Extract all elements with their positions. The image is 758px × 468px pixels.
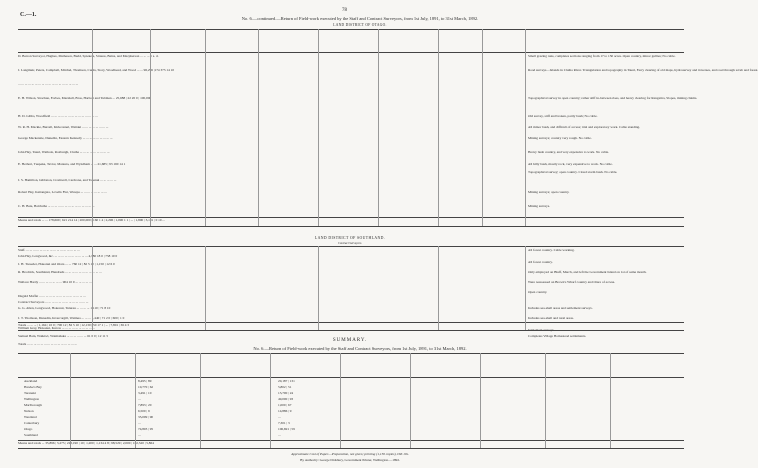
table-row: John Hay, Longwood, &c. ... ... ... ... ... ... ... ... ... ... 4,780 18 0 | 758 10 0	[18, 254, 118, 258]
cell: 74,803 | 95	[138, 427, 154, 431]
district-name: Otago	[24, 427, 33, 431]
printer-imprint: By Authority: George Didsbury, Government Printer, Wellington.—1892.	[300, 458, 400, 462]
southland-top-rule	[18, 246, 684, 247]
cell: 8,495 | 89	[138, 379, 152, 383]
table-row: John Hay, Taieri, Waihola, Roxburgh, Clutha ... ... ... ... ... ... ... ... ...	[18, 150, 110, 154]
remark: Includes sea-shell and rural areas.	[528, 316, 574, 320]
remark: Settlement surveys.	[528, 328, 555, 332]
cell: 13,700 | 24	[278, 391, 294, 395]
cell: ...	[278, 415, 281, 419]
cell: 3,491 | 10	[138, 391, 152, 395]
table-row: C. H. Bate, Balclutha ... ... ... ... ... ... ... ... ... ... ... ... ... ...	[18, 204, 95, 208]
remark: Topographical survey in open country; rather stiff in-between rises, and heavy clearing for Rangatira, Slopes, mining claims.	[528, 96, 698, 100]
remark: Heavy bush country, and very expensive to work. No cable.	[528, 150, 609, 154]
summary-heading: SUMMARY.	[332, 338, 368, 343]
southland-subheading: Contract Surveyors.	[337, 241, 363, 245]
table-row: Contract Surveyors ... ... ... ... ... ... ... ... ... ... ... ... ...	[18, 300, 89, 304]
otago-total-row: Means and totals ... ... 178,669 | 621 214 14 | 200,000 | 160 1 4 | 2,296 | 1,090 1 1 | ... | 1,800 | 3,191 | 0 10 ...	[18, 218, 165, 222]
district-name: Southland	[24, 433, 38, 437]
table-row: George Mackenzie, Dunedin, Eastern Kennedy ... ... ... ... ... ... ... ... ...	[18, 136, 113, 140]
table-row: J. Langmuir, Peters, Campbell, Mitchel, Thomson, Curtis, Story, Woodhead, and Wood ... ... 96,296 |174 375 14 10	[18, 68, 175, 72]
remark: All forest country. Cable working.	[528, 248, 575, 252]
cell: 5,802 | 51	[278, 385, 292, 389]
district-name: Westland	[24, 415, 37, 419]
cell: ...	[138, 421, 141, 425]
remark: Open country.	[528, 290, 548, 294]
summary-bottom-rule	[18, 448, 684, 449]
table-top-rule	[18, 29, 684, 30]
summary-total-row: Means and totals ... 35,896 | 3,275 | 228,190 | 10 | 1,200 | 1,134 4 8 | 98,529 | 2,000 | 102,320 | 5,864	[18, 441, 154, 445]
table-bottom-rule	[18, 226, 684, 227]
table-row: Samuel Bain, Waikiwi, Waimahaka ... ... ... ... ... ... 61 0 0 | 12 11 5	[18, 334, 109, 338]
table-row: D. Barron Surveyor, Hughes, Matheson, Budd, Spiekers, Strauss, Bains, and Macpherson ... ... ... £ s. d.	[18, 54, 159, 58]
remark: Completes Village Homestead settlements.	[528, 334, 587, 338]
district-name: Auckland	[24, 379, 38, 383]
southland-bottom-rule	[18, 330, 684, 331]
document-code: C.—1.	[20, 12, 37, 18]
remark: Only employed on Bluff, March, and left the Government Island on 1st of same month.	[528, 270, 647, 274]
table-row: R. Brodrick, Southland, Hundreds ... ... ... ... ... ... ... ... ... ... ...	[18, 270, 102, 274]
return-title: No. 6.—continued.—Return of Field-work executed by the Staff and Contract Surveyors, from 1st July, 1891, to 31st March, 1892.	[241, 16, 479, 21]
page-number: 78	[342, 8, 347, 13]
district-name: Taranaki	[24, 391, 36, 395]
table-row: J. H. Treseder, Hokonui and Otara ... ... 760 12 | 82 5 10 | 1,150 | 12 6 0	[18, 262, 115, 266]
cell: 7,301 | 3	[278, 421, 290, 425]
remark: Mining surveys.	[528, 204, 551, 208]
remark: Mining surveys; country very rough. No cable.	[528, 136, 592, 140]
cell: 14,886 | 9	[278, 409, 292, 413]
cell: 7,893 | 20	[138, 403, 152, 407]
remark: Were reassessed on Brown's Wharf country and Otara of access.	[528, 280, 616, 284]
table-row: Dugald Moffat ... ... ... ... ... ... ... ... ... ... ... ... ... ...	[18, 294, 86, 298]
table-row: H. D. Gibbs, Woodfield ... ... ... ... ... ... ... ... ... ... ... ... ... ...	[18, 114, 98, 118]
table-row: Robert Hay, Kaitangata, Lovells Flat, Warepa ... ... ... ... ... ... ... ...	[18, 190, 107, 194]
remark: All forest country.	[528, 260, 553, 264]
cell: 1,000 | 67	[278, 403, 292, 407]
cell: 35,009 | 90	[138, 415, 154, 419]
district-name: Nelson	[24, 409, 34, 413]
cell: 10,770 | 62	[138, 385, 154, 389]
table-row: Wallace Hardy ... ... ... ... ... ... ... 904 10 0 ... ... ... ... ...	[18, 280, 92, 284]
table-row: W. R. H. Mackie, Burrell, Kirkconnel, Waitaki ... ... ... ... ... ... ... ...	[18, 125, 109, 129]
summary-title: No. 6.—Return of Field-work executed by the Staff and Contract Surveyors, from 1st July, 1891, to 31st March, 1892.	[253, 346, 467, 351]
remark: Road surveys—Islands in Clutha River. Triangulation and topography in Taieri, Ferry clearing of old maps, hydrosurvey and traverses, and road through scrub and forest.	[528, 68, 758, 72]
southland-total-row: Totals ... ... ... | 1,164 | 10 0 | 700 12 | 82 5 10 | 12,130 | 50 17 1 | ... | 7,801 | 36 4 3	[18, 323, 129, 327]
district-name: Wellington	[24, 397, 39, 401]
remark: Mining surveys; open country.	[528, 190, 570, 194]
district-name: Marlborough	[24, 403, 42, 407]
summary-header-rule	[18, 377, 684, 378]
remark: All hilly bush, mostly rock, very expensive to work. No cable.	[528, 162, 613, 166]
table-row: William Gray, Hokonui, Kurow ... ... ... ... ... ... ... ... ... ...	[18, 326, 95, 330]
remark: Topographical survey; open country. Cloud storm bush. No cable.	[528, 170, 618, 174]
remark: All minor bush, and difficult of access; trial and exploratory work. Cable standing.	[528, 125, 641, 129]
remark: Small grazing runs, completes sections ranging from 17 to 150 acres. Open country, minor gullies; No cable.	[528, 54, 676, 58]
district-heading: LAND DISTRICT OF OTAGO.	[333, 23, 387, 27]
cell: 106,691 | 59	[278, 427, 295, 431]
cell: 6,500 | 9	[138, 409, 150, 413]
table-row: G. G. Allen, Longwood, Hokonui, Tuturau ... ... ... ... 1,110 | 71 8 10	[18, 306, 111, 310]
cell: 20,187 | 131	[278, 379, 295, 383]
cell: ...	[278, 433, 281, 437]
cell: ...	[138, 433, 141, 437]
table-row: ... ... ... ... ... ... ... ... ... ... ... ... ... ... ... ... ... ...	[18, 82, 79, 86]
table-row: J. S. Hamilton, Gibbston, Cromwell, Cardrona, and Tapanui ... ... ... ... ...	[18, 178, 117, 182]
cost-note: Approximate Cost of Paper.—Preparation, not given; printing (1,150 copies), £66 10s.	[291, 452, 409, 456]
table-row: E. Herbert, Tuapeka, Teviot, Mataura, and Wyndham ... ... 21,685 | 93 160 14 1	[18, 162, 126, 166]
table-header-rule	[18, 52, 684, 53]
table-row: J. T. Thomson, Dunedin, Invercargill, Waimea ... ... ... 1,440 | 71 2 0 | 600 | 1 0	[18, 316, 125, 320]
table-row: E. H. Wilson, Strachan, Forbes, Marshall, Bros, Harbott and Tubman ... 25,688 | 22 20 0 | 100,000	[18, 96, 152, 100]
remark: Old survey, stiff and broken, partly bush; No cable.	[528, 114, 598, 118]
remark: Includes sea-shell areas and settlement surveys.	[528, 306, 593, 310]
district-name: Hawke's Bay	[24, 385, 42, 389]
cell: ...	[138, 397, 141, 401]
table-row: Staff. ... ... ... ... ... ... ... ... ... ... ... ... ... ... ... ...	[18, 248, 80, 252]
district-name: Canterbury	[24, 421, 40, 425]
summary-top-rule	[18, 353, 684, 354]
table-row: Totals ... ... ... ... ... ... ... ... ... ... ... ... ... ... ...	[18, 342, 78, 346]
southland-heading: LAND DISTRICT OF SOUTHLAND.	[314, 236, 386, 240]
cell: 49,000 | 93	[278, 397, 294, 401]
